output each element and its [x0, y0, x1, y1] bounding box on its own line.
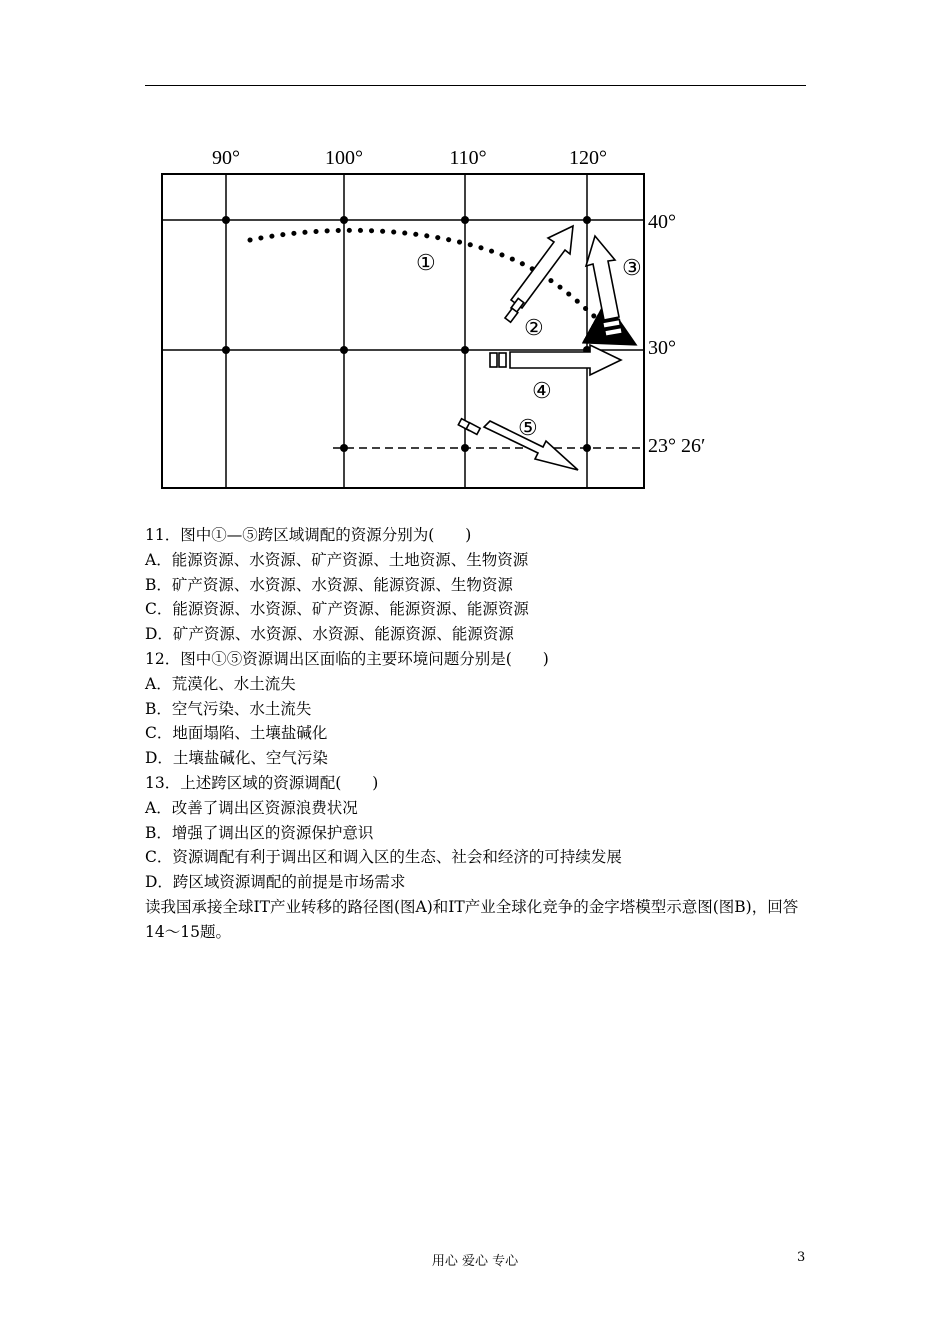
- header-rule: [145, 85, 806, 86]
- question-12-option-c: C．地面塌陷、土壤盐碱化: [145, 724, 328, 743]
- question-11-option-b: B．矿产资源、水资源、水资源、能源资源、生物资源: [145, 575, 513, 594]
- route-2-hollow-arrow: [505, 226, 573, 322]
- route-3-hollow-arrow: [586, 236, 622, 336]
- route-label-3: ③: [622, 255, 642, 280]
- lat-label-30: 30°: [648, 337, 676, 359]
- route-label-1: ①: [416, 250, 436, 275]
- footer-motto: 用心 爱心 专心: [431, 1254, 519, 1269]
- question-12-option-b: B．空气污染、水土流失: [145, 699, 312, 718]
- question-11-option-a: A．能源资源、水资源、矿产资源、土地资源、生物资源: [145, 550, 529, 569]
- map-grid: [162, 174, 644, 488]
- lat-label-tropic: 23° 26′: [648, 435, 706, 457]
- resource-transfer-map: [150, 140, 706, 502]
- route-label-2: ②: [524, 315, 544, 340]
- question-12-stem: 12．图中①⑤资源调出区面临的主要环境问题分别是( ): [145, 649, 549, 668]
- route-label-4: ④: [532, 378, 552, 403]
- question-13-option-d: D．跨区域资源调配的前提是市场需求: [145, 873, 406, 892]
- route-label-5: ⑤: [518, 415, 538, 440]
- page-number: 3: [797, 1250, 806, 1265]
- question-13-option-a: A．改善了调出区资源浪费状况: [145, 798, 358, 817]
- question-11-stem: 11．图中①—⑤跨区域调配的资源分别为( ): [145, 526, 472, 544]
- lon-label-110: 110°: [449, 147, 487, 169]
- map-frame: [162, 174, 644, 488]
- question-11-option-d: D．矿产资源、水资源、水资源、能源资源、能源资源: [145, 625, 514, 644]
- lon-label-120: 120°: [569, 147, 607, 169]
- question-11-option-c: C．能源资源、水资源、矿产资源、能源资源、能源资源: [145, 600, 529, 619]
- question-12-option-d: D．土壤盐碱化、空气污染: [145, 749, 328, 768]
- question-13-option-c: C．资源调配有利于调出区和调入区的生态、社会和经济的可持续发展: [145, 848, 622, 867]
- question-13-option-b: B．增强了调出区的资源保护意识: [145, 823, 374, 842]
- lat-label-40: 40°: [648, 211, 676, 233]
- question-block: [145, 523, 810, 945]
- lon-label-100: 100°: [325, 147, 363, 169]
- lon-label-90: 90°: [212, 147, 240, 169]
- question-13-stem: 13．上述跨区域的资源调配( ): [145, 773, 379, 792]
- reading-prompt: 读我国承接全球IT产业转移的路径图(图A)和IT产业全球化竞争的金字塔模型示意图(图B)，回答14～15题。: [145, 897, 799, 941]
- question-12-option-a: A．荒漠化、水土流失: [145, 674, 296, 693]
